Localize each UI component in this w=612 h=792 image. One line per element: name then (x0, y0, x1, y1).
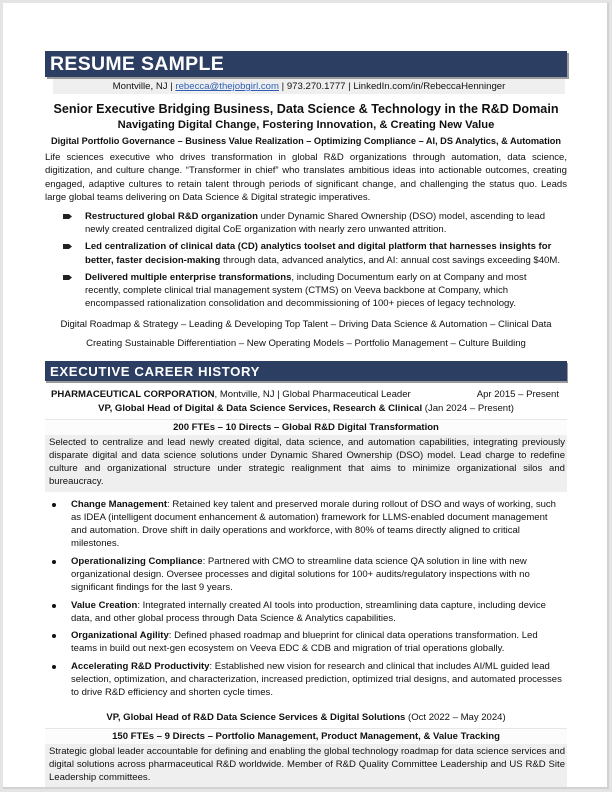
achievement-text: : Established new vision for research and clinical that includes AI/ML guided lead selection, optimization, and characterization, increased prediction, optimized trial designs, and automated processes to drive R&D efficiency and shorten cycle times. (71, 660, 562, 699)
section-header-career (45, 361, 567, 381)
role-dates: (Oct 2022 – May 2024) (405, 711, 506, 723)
achievement-bold: Organizational Agility (71, 630, 169, 642)
bullet-icon (52, 665, 56, 669)
achievement-item (71, 660, 567, 700)
company-dates: Apr 2015 – Present (476, 388, 559, 400)
achievement-bold: Change Management (71, 498, 168, 510)
email-link[interactable]: rebecca@thejobgirl.com (175, 81, 279, 92)
role-description: Selected to centralize and lead newly created digital, data science, and automation capabilities, integrating previously disparate digital and data science solutions under Dynamic Shared Ownership (DSO) model. Lead charge to redefine culture and organizational structure under strategic realignment that aims to minimize organizational silos and bureaucracy. (45, 435, 567, 492)
achievement-bold: Accelerating R&D Productivity (71, 660, 210, 672)
resume-page (3, 3, 609, 789)
role-dates: (Jan 2024 – Present) (422, 402, 514, 414)
highlight-item (85, 271, 567, 311)
role-scope: 150 FTEs – 9 Directs – Portfolio Management, Product Management, & Value Tracking (45, 728, 567, 744)
highlight-text: , including Documentum early on at Company and most recently, complete clinical trial management system (CTMS) on Veeva backbone at Company, which encompassed rationalization consolidation and decommissioning of 100+ pieces of legacy technology. (85, 271, 527, 310)
resume-title-bar (45, 51, 567, 77)
highlight-text: through data, advanced analytics, and AI: annual cost savings exceeding $40M. (220, 254, 560, 266)
contact-line (53, 79, 565, 94)
arrow-bullet-icon (63, 275, 72, 280)
highlight-bold: Delivered multiple enterprise transformations (85, 271, 292, 283)
highlight-bold: Restructured global R&D organization (85, 210, 258, 222)
section-title: EXECUTIVE CAREER HISTORY (50, 363, 261, 379)
highlights-list (45, 210, 567, 311)
achievement-text: : Defined phased roadmap and blueprint for clinical data operations transformation. Led teams in build out next-gen ecosystem on Veeva EDC & CDB and migration of trial operations globally. (71, 630, 538, 655)
highlight-bold: Led centralization of clinical data (CD) analytics toolset and digital platform that harnesses insights for better, faster decision-making (85, 241, 552, 266)
company-details: , Montville, NJ | Global Pharmaceutical Leader (214, 388, 411, 400)
achievement-bold: Value Creation (71, 599, 138, 611)
achievement-bold: Operationalizing Compliance (71, 555, 203, 567)
summary-paragraph: Life sciences executive who drives transformation in global R&D organizations through automation, data science, digitization, and culture change. “Transformer in chief” who translates ambitious ideas into actionable outcomes, creating engaged, adaptive cultures to retain talent through periods of significant change, and challenging the status quo. Leads large global teams delivering on Data Science & Digital strategic imperatives. (45, 152, 567, 204)
separator: | (167, 81, 176, 92)
achievement-text: : Retained key talent and preserved morale during rollout of DSO and ways of working, such as IDEA (intelligent document enhancement & automation) framework for LLMS-enabled document management and automation. Drove shift in daily operations and workforce, with 80% of teams directly aligned to critical milestones. (71, 498, 556, 550)
role-description: Strategic global leader accountable for defining and enabling the global technology roadmap for data science services and digital solutions across pharmaceutical R&D worldwide. Member of R&D Quality Committee Leadership and US R&D Site Leadership committees. (45, 744, 567, 788)
resume-title: RESUME SAMPLE (50, 53, 225, 75)
separator: | (345, 81, 354, 92)
keywords-line: Digital Roadmap & Strategy – Leading & Developing Top Talent – Driving Data Science & Automation – Clinical Data (60, 318, 552, 330)
headline-primary: Senior Executive Bridging Business, Data Science & Technology in the R&D Domain (53, 102, 559, 116)
contact-linkedin: LinkedIn.com/in/RebeccaHenninger (353, 81, 506, 92)
bullet-icon (52, 634, 56, 638)
contact-phone: 973.270.1777 (286, 81, 346, 92)
role-title-line (45, 710, 567, 726)
highlight-item (85, 210, 567, 237)
bullet-icon (52, 503, 56, 507)
arrow-bullet-icon (63, 244, 72, 249)
company-info (51, 388, 411, 401)
arrow-bullet-icon (63, 214, 72, 219)
achievement-text: : Integrated internally created AI tools into production, streamlining data capture, including device data, and other global process through Data Science & Analytics capabilities. (71, 599, 546, 624)
achievement-item (71, 555, 567, 595)
headline-secondary: Navigating Digital Change, Fostering Innovation, & Creating New Value (117, 119, 495, 131)
separator: | (279, 81, 287, 92)
bullet-icon (52, 560, 56, 564)
contact-location: Montville, NJ (112, 81, 168, 92)
role-achievements-list (45, 498, 567, 700)
highlight-text: under Dynamic Shared Ownership (DSO) model, ascending to lead newly created centralized digital CoE organization with nearly zero unwanted attrition. (85, 210, 545, 235)
bullet-icon (52, 604, 56, 608)
achievement-text: : Partnered with CMO to streamline data science QA solution in line with new organizational design. Oversee processes and digital solutions for 100+ audits/regulatory inspections with no significant findings for the last 9 years. (71, 555, 530, 594)
highlight-item (85, 240, 567, 267)
role-title-line (45, 401, 567, 417)
achievement-item (71, 498, 567, 551)
resume-content (45, 51, 567, 787)
headline-tertiary: Digital Portfolio Governance – Business Value Realization – Optimizing Compliance – AI, DS Analytics, & Automation (50, 136, 561, 146)
role-title: VP, Global Head of Digital & Data Science Services, Research & Clinical (98, 402, 423, 414)
achievement-item (71, 599, 567, 626)
company-name: PHARMACEUTICAL CORPORATION (51, 388, 215, 400)
company-row (45, 388, 567, 401)
role-title: VP, Global Head of R&D Data Science Services & Digital Solutions (106, 711, 406, 723)
achievement-item (71, 629, 567, 656)
keywords-block (45, 315, 567, 353)
keywords-line: Creating Sustainable Differentiation – New Operating Models – Portfolio Management – Culture Building (86, 337, 526, 349)
role-scope: 200 FTEs – 10 Directs – Global R&D Digital Transformation (45, 419, 567, 435)
